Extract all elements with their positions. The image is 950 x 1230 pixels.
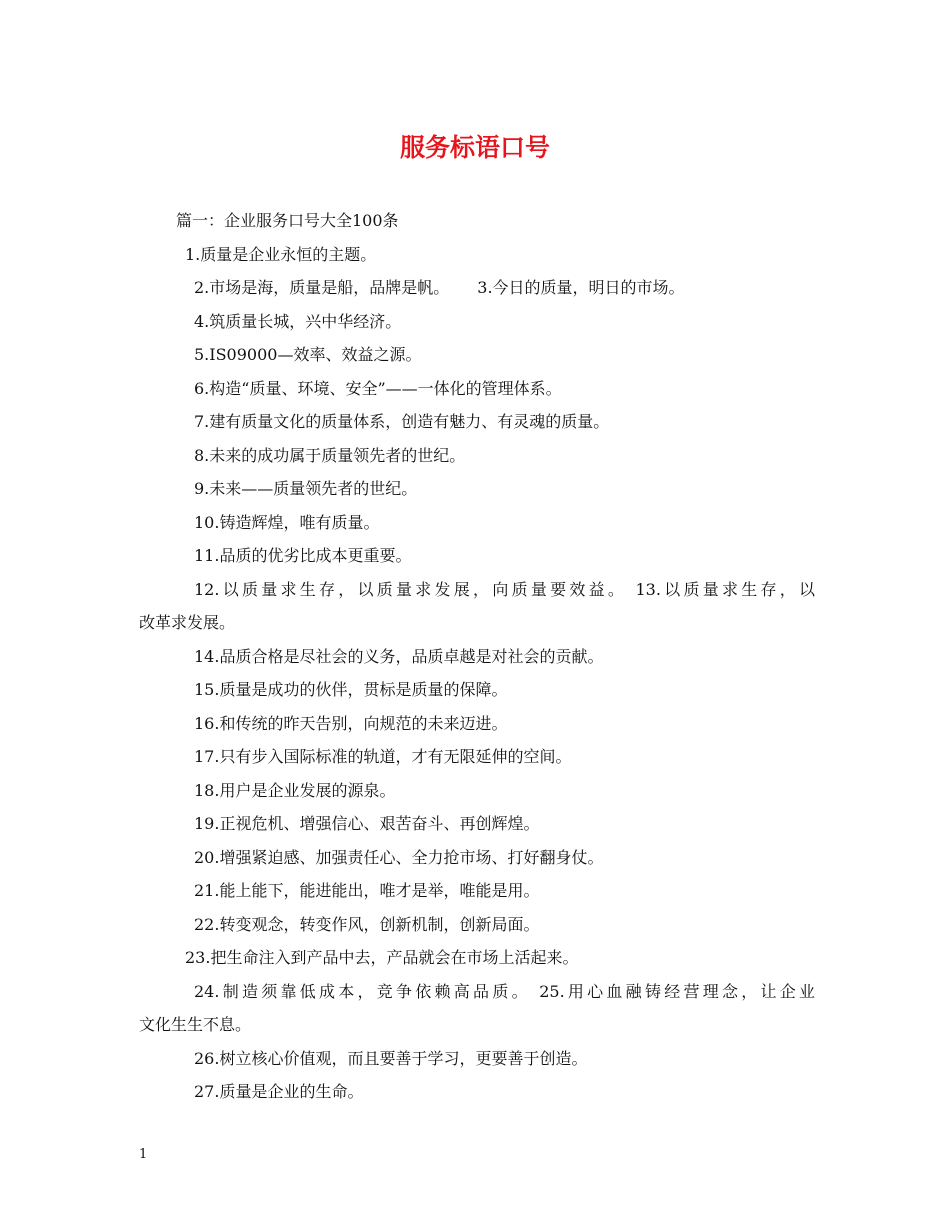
page-number: 1 <box>139 1147 148 1162</box>
list-item: 11.品质的优劣比成本更重要。 <box>194 546 412 565</box>
list-item-continuation: 文化生生不息。 <box>139 1015 252 1034</box>
list-item-part: 25.用心血融铸经营理念，让企业 <box>539 981 816 1001</box>
list-item: 22.转变观念，转变作风，创新机制，创新局面。 <box>194 914 540 934</box>
list-item: 4.筑质量长城，兴中华经济。 <box>194 311 402 331</box>
list-item: 14.品质合格是尽社会的义务，品质卓越是对社会的贡献。 <box>194 646 604 666</box>
list-item: 15.质量是成功的伙伴，贯标是质量的保障。 <box>194 680 508 699</box>
document-body <box>139 204 815 1109</box>
list-item-part: 13.以质量求生存，以 <box>635 579 815 599</box>
list-item: 17.只有步入国际标准的轨道，才有无限延伸的空间。 <box>194 747 572 766</box>
list-item-continuation: 改革求发展。 <box>139 613 236 632</box>
section-heading: 篇一：企业服务口号大全100条 <box>176 211 399 230</box>
list-item-part: 12.以质量求生存，以质量求发展，向质量要效益。 <box>194 579 628 599</box>
list-item-part: 2.市场是海，质量是船，品牌是帆。 <box>194 278 450 297</box>
list-item: 20.增强紧迫感、加强责任心、全力抢市场、打好翻身仗。 <box>194 847 604 867</box>
list-item-part: 24.制造须靠低成本，竞争依赖高品质。 <box>194 981 531 1001</box>
list-item: 5.IS09000—效率、效益之源。 <box>194 345 422 364</box>
list-item: 6.构造“质量、环境、安全”——一体化的管理体系。 <box>194 378 562 398</box>
list-item: 7.建有质量文化的质量体系，创造有魅力、有灵魂的质量。 <box>194 412 610 431</box>
list-item-part: 3.今日的质量，明日的市场。 <box>477 278 685 297</box>
list-item: 9.未来——质量领先者的世纪。 <box>194 479 418 498</box>
list-item: 16.和传统的昨天告别，向规范的未来迈进。 <box>194 713 508 733</box>
list-item: 18.用户是企业发展的源泉。 <box>194 780 396 800</box>
list-item: 1.质量是企业永恒的主题。 <box>185 244 377 264</box>
list-item <box>139 271 815 305</box>
list-item: 10.铸造辉煌，唯有质量。 <box>194 512 380 532</box>
list-item: 19.正视危机、增强信心、艰苦奋斗、再创辉煌。 <box>194 814 540 833</box>
list-item: 8.未来的成功属于质量领先者的世纪。 <box>194 445 466 465</box>
list-item: 27.质量是企业的生命。 <box>194 1082 364 1101</box>
document-title: 服务标语口号 <box>399 133 550 162</box>
list-item <box>139 975 815 1009</box>
list-item: 26.树立核心价值观，而且要善于学习，更要善于创造。 <box>194 1048 588 1068</box>
list-item <box>139 573 815 607</box>
list-item: 21.能上能下，能进能出，唯才是举，唯能是用。 <box>194 881 540 900</box>
list-item: 23.把生命注入到产品中去，产品就会在市场上活起来。 <box>185 948 579 967</box>
